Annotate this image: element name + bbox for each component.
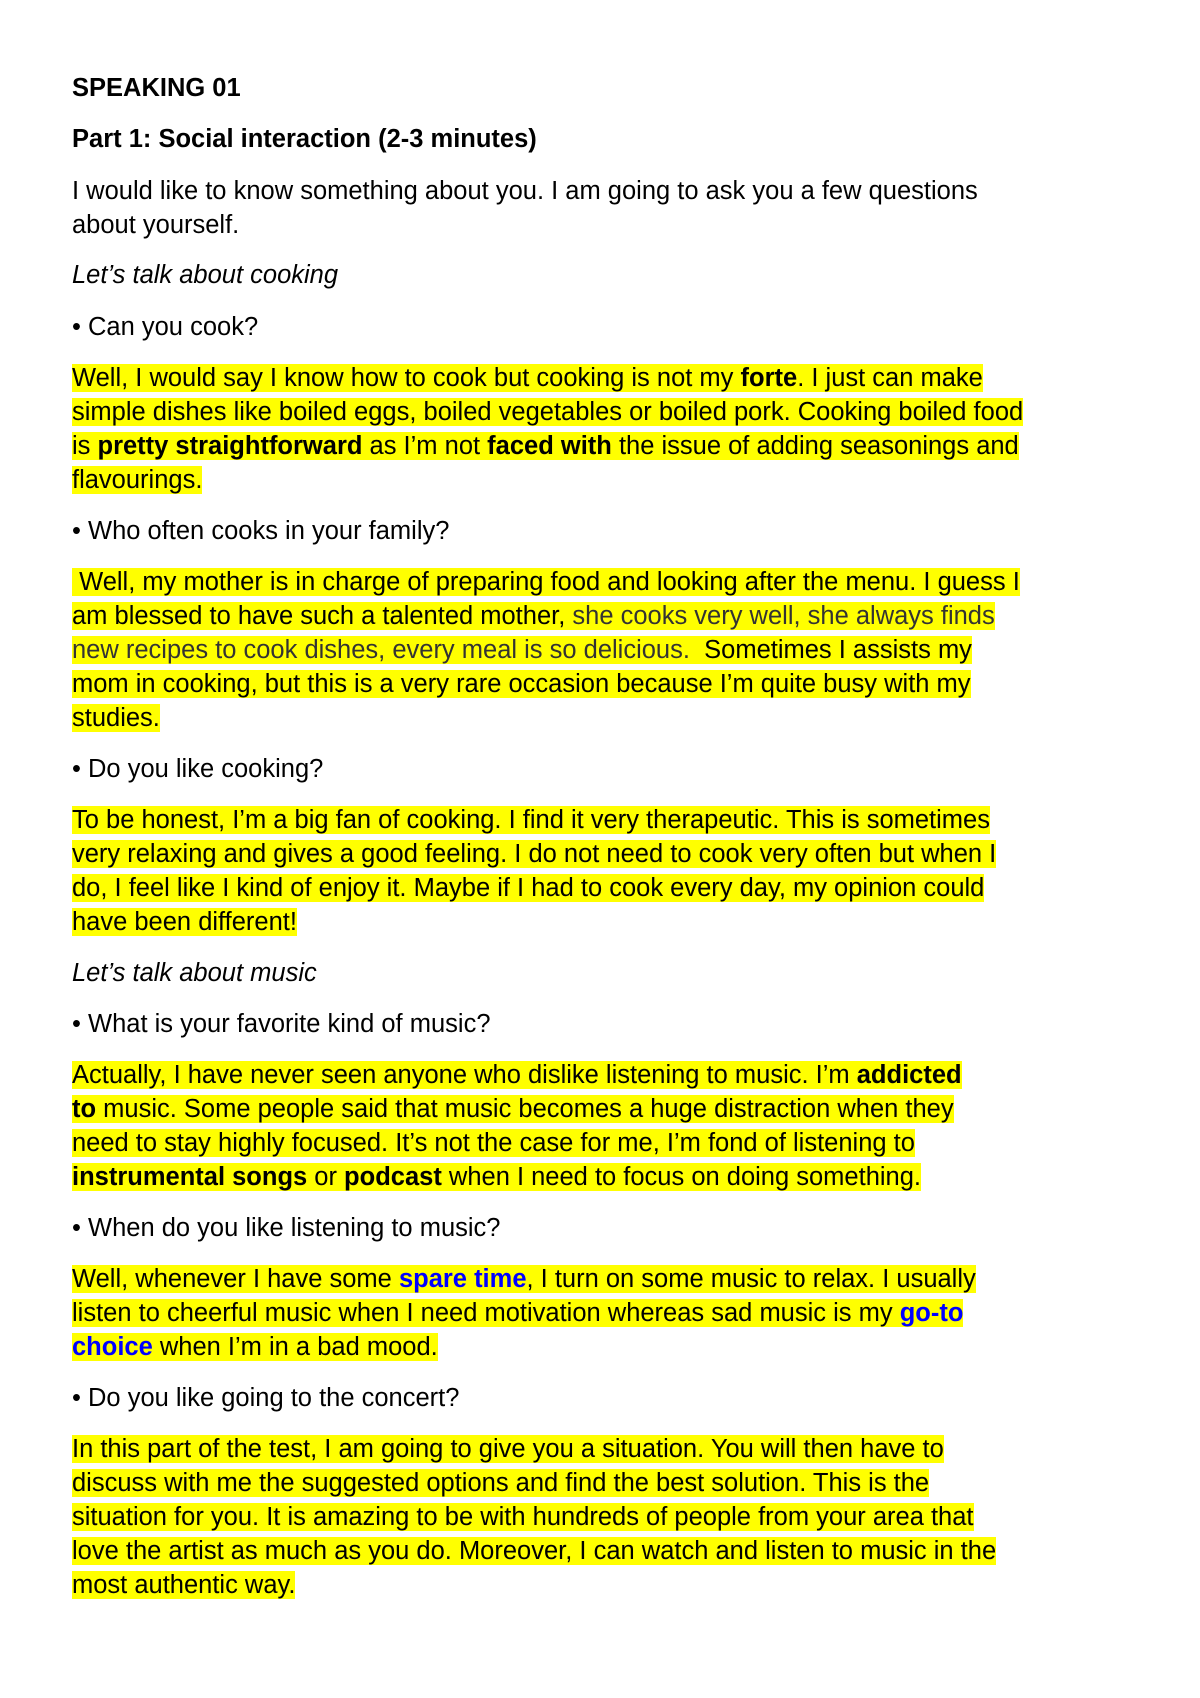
answer2-line-5: studies.	[72, 704, 160, 732]
answer4-line-4: instrumental songs or podcast when I need to focus on doing something.	[72, 1163, 921, 1191]
answer5-line-1: Well, whenever I have some spare time, I turn on some music to relax. I usually	[72, 1265, 976, 1293]
answer3-line-3: do, I feel like I kind of enjoy it. Maybe if I had to cook every day, my opinion could	[72, 874, 985, 902]
intro-line-2: about yourself.	[72, 211, 240, 239]
question-when-listen: • When do you like listening to music?	[72, 1214, 501, 1242]
question-who-cooks: • Who often cooks in your family?	[72, 517, 450, 545]
answer2-line-1: Well, my mother is in charge of preparing food and looking after the menu. I guess I	[72, 568, 1020, 596]
answer1-line-2: simple dishes like boiled eggs, boiled vegetables or boiled pork. Cooking boiled food	[72, 398, 1024, 426]
topic-cooking: Let’s talk about cooking	[72, 261, 339, 289]
answer3-line-1: To be honest, I’m a big fan of cooking. I find it very therapeutic. This is sometimes	[72, 806, 990, 834]
question-can-you-cook: • Can you cook?	[72, 313, 259, 341]
answer1-line-1: Well, I would say I know how to cook but cooking is not my forte. I just can make	[72, 364, 983, 392]
answer2-line-2: am blessed to have such a talented mother, she cooks very well, she always finds	[72, 602, 995, 630]
answer1-line-3: is pretty straightforward as I’m not faced with the issue of adding seasonings and	[72, 432, 1019, 460]
answer4-line-3: need to stay highly focused. It’s not the case for me, I’m fond of listening to	[72, 1129, 915, 1157]
answer6-line-5: most authentic way.	[72, 1571, 296, 1599]
part1-heading: Part 1: Social interaction (2-3 minutes)	[72, 125, 537, 153]
answer2-line-3: new recipes to cook dishes, every meal is so delicious. Sometimes I assists my	[72, 636, 972, 664]
answer5-line-2: listen to cheerful music when I need motivation whereas sad music is my go-to	[72, 1299, 964, 1327]
answer3-line-4: have been different!	[72, 908, 297, 936]
question-favorite-music: • What is your favorite kind of music?	[72, 1010, 491, 1038]
question-concert: • Do you like going to the concert?	[72, 1384, 460, 1412]
answer6-line-3: situation for you. It is amazing to be with hundreds of people from your area that	[72, 1503, 974, 1531]
answer4-line-1: Actually, I have never seen anyone who dislike listening to music. I’m addicted	[72, 1061, 962, 1089]
intro-line-1: I would like to know something about you. I am going to ask you a few questions	[72, 177, 978, 205]
answer6-line-1: In this part of the test, I am going to give you a situation. You will then have to	[72, 1435, 944, 1463]
answer3-line-2: very relaxing and gives a good feeling. I do not need to cook very often but when I	[72, 840, 997, 868]
answer2-line-4: mom in cooking, but this is a very rare occasion because I’m quite busy with my	[72, 670, 971, 698]
document-title: SPEAKING 01	[72, 74, 241, 102]
answer6-line-2: discuss with me the suggested options and find the best solution. This is the	[72, 1469, 930, 1497]
topic-music: Let’s talk about music	[72, 959, 317, 987]
answer1-line-4: flavourings.	[72, 466, 203, 494]
answer4-line-2: to music. Some people said that music becomes a huge distraction when they	[72, 1095, 954, 1123]
answer6-line-4: love the artist as much as you do. Moreover, I can watch and listen to music in the	[72, 1537, 997, 1565]
question-like-cooking: • Do you like cooking?	[72, 755, 324, 783]
answer5-line-3: choice when I’m in a bad mood.	[72, 1333, 438, 1361]
